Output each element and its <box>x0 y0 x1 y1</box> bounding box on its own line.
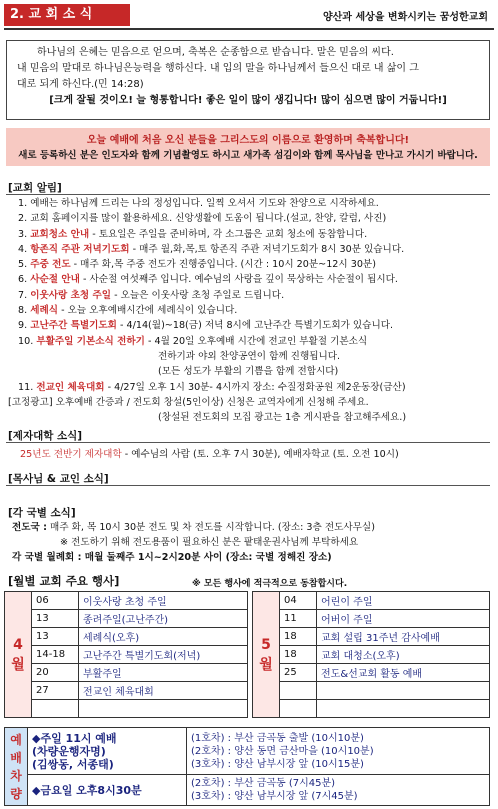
event-date: 27 <box>32 682 79 700</box>
bus-label <box>5 728 28 806</box>
verse-line: 대로 되게 하신다.(민 14:28) <box>17 79 144 90</box>
event-date: 04 <box>280 592 317 610</box>
event-name: 교회 대청소(오후) <box>317 646 490 664</box>
event-name <box>317 682 490 700</box>
event-date: 25 <box>280 664 317 682</box>
event-name: 교회 설립 31주년 감사예배 <box>317 628 490 646</box>
verse-line: 내 믿음의 말대로 하나님은능력을 행하신다. 내 입의 말을 하나님께서 들으신 대로 내 삶이 그 <box>17 63 419 74</box>
list-item: 6. 사순절 안내 - 사순절 여섯째주 입니다. 예수님의 사랑을 깊이 묵상하는 사순절이 됩시다. <box>18 274 398 286</box>
page-header <box>0 0 498 30</box>
verse-box <box>6 40 490 120</box>
mission-line: 각 국별 월례회 : 매월 둘째주 1시~2시20분 사이 (장소: 국별 정해진 장소) <box>12 552 332 563</box>
event-name: 어린이 주일 <box>317 592 490 610</box>
disciple-heading: [제자대학 소식] <box>8 430 83 442</box>
verse-emphasis: [크게 잘될 것이오! 늘 형통합니다! 좋은 일이 많이 생깁니다! 많이 심으면 많이 거둡니다!] <box>49 95 447 106</box>
mission-line: 전도국 : 매주 화, 목 10시 30분 전도 및 차 전도를 시작합니다. (장소: 3층 전도사무실) <box>12 522 375 533</box>
event-date: 20 <box>32 664 79 682</box>
april-events <box>4 591 248 718</box>
event-name: 이웃사랑 초청 주일 <box>79 592 248 610</box>
event-date: 18 <box>280 646 317 664</box>
welcome-banner <box>6 128 490 166</box>
list-item: 4. 항존직 주관 저녁기도회 - 매주 월,화,목,토 항존직 주관 저녁기도회가 8시 30분 있습니다. <box>18 243 405 255</box>
route: (3호차) : 양산 남부시장 앞 (7시45분) <box>191 791 358 802</box>
header-divider <box>4 28 494 30</box>
may-events <box>252 591 490 718</box>
divider <box>6 194 490 195</box>
welcome-line: 오늘 예배에 처음 오신 분들을 그리스도의 이름으로 환영하며 축복합니다! <box>86 135 410 146</box>
disciple-text: 25년도 전반기 제자대학 - 예수님의 사람 (토. 오후 7시 30분), 예배자학교 (토. 오전 10시) <box>20 449 399 460</box>
bus-label-text: 예배차량 <box>10 732 22 801</box>
ad-line: [고정광고] 오후예배 간증과 / 전도회 창설(5인이상) 신청은 교역자에게 신청해 주세요. <box>8 396 369 408</box>
event-date: 13 <box>32 610 79 628</box>
list-item: 3. 교회청소 안내 - 토요일은 주일을 준비하며, 각 소그룹은 교회 청소에 동참합니다. <box>18 228 368 240</box>
list-item: 9. 고난주간 특별기도회 - 4/14(월)~18(금) 저녁 8시에 고난주간 특별기도회가 있습니다. <box>18 320 394 332</box>
route: (3호차) : 양산 남부시장 앞 (10시15분) <box>191 758 364 770</box>
news-list <box>8 196 494 425</box>
event-date: 13 <box>32 628 79 646</box>
news-heading: [교회 알림] <box>8 182 62 194</box>
list-item: 5. 주중 전도 - 매주 화,목 주중 전도가 진행중입니다. (시간 : 10시 20분~12시 30분) <box>18 259 376 271</box>
friday-routes <box>187 775 490 806</box>
event-name: 전도&선교회 활동 예배 <box>317 664 490 682</box>
event-name: 세례식(오후) <box>79 628 248 646</box>
church-slogan: 양산과 세상을 변화시키는 꿈성한교회 <box>322 12 488 23</box>
event-date: 06 <box>32 592 79 610</box>
event-name: 고난주간 특별기도회(저녁) <box>79 646 248 664</box>
event-date: 18 <box>280 628 317 646</box>
event-date: 11 <box>280 610 317 628</box>
pastor-heading: [목사님 & 교인 소식] <box>8 473 109 485</box>
divider <box>6 485 490 486</box>
list-item: 1. 예배는 하나님께 드리는 나의 정성입니다. 일찍 오셔서 기도와 찬양으로 시작하세요. <box>18 198 379 209</box>
month-label <box>253 592 280 718</box>
list-item: 11. 전교인 체육대회 - 4/27일 오후 1시 30분- 4시까지 장소: 수질정화공원 제2운동장(금산) <box>18 381 406 393</box>
events-note: ※ 모든 행사에 적극적으로 동참합시다. <box>192 579 348 589</box>
bus-schedule <box>4 727 490 806</box>
route: (1호차) : 부산 금곡동 출발 (10시10분) <box>191 732 364 744</box>
sunday-routes <box>187 728 490 775</box>
events-heading: [월별 교회 주요 행사] <box>8 574 120 588</box>
route: (2호차) : 부산 금곡동 (7시45분) <box>191 778 336 789</box>
list-item-cont: 전하기과 야외 찬양공연이 함께 진행됩니다. <box>158 350 341 362</box>
list-item: 8. 세례식 - 오늘 오후예배시간에 세례식이 있습니다. <box>18 305 238 317</box>
list-item: 10. 부활주일 기본소식 전하기 - 4월 20일 오후예배 시간에 전교인 부활절 기본소식 <box>18 335 368 347</box>
month-label <box>5 592 32 718</box>
list-item: 7. 이웃사랑 초청 주일 - 오늘은 이웃사랑 초청 주일로 드립니다. <box>18 289 285 301</box>
mission-heading: [각 국별 소식] <box>8 507 76 519</box>
event-name: 부활주일 <box>79 664 248 682</box>
sunday-service: ◆주일 11시 예배 (차량운행자명) (김쌍동, 서종태) <box>28 728 187 775</box>
mission-line: ※ 전도하기 위해 전도용품이 필요하신 분은 팥태운권사님께 부탁하세요 <box>60 537 359 548</box>
event-date: 14-18 <box>32 646 79 664</box>
route: (2호차) : 양산 동면 금산마을 (10시10분) <box>191 745 374 757</box>
verse-line: 하나님의 은혜는 믿음으로 얻으며, 축복은 순종함으로 받습니다. 말은 믿음의 씨다. <box>37 47 394 58</box>
divider <box>6 442 490 443</box>
section-title: 2. 교 회 소 식 <box>4 4 130 26</box>
friday-service: ◆금요일 오후8시30분 <box>28 775 187 806</box>
welcome-line: 새로 등록하신 분은 인도자와 함께 기념촬영도 하시고 새가족 섬김이와 함께 목사님을 만나고 가시기 바랍니다. <box>18 150 478 161</box>
event-date <box>280 682 317 700</box>
list-item: 2. 교회 홈페이지를 많이 활용하세요. 신앙생활에 도움이 됩니다.(설교, 찬양, 칼럼, 사진) <box>18 213 387 225</box>
list-item-cont: (모든 성도가 부활의 기쁨을 함께 전합시다) <box>158 366 339 378</box>
event-name: 어버이 주일 <box>317 610 490 628</box>
month-may: 5 월 <box>259 636 273 673</box>
month-april: 4 월 <box>11 636 25 673</box>
ad-line-cont: (창설된 전도회의 모집 광고는 1층 게시판을 참고해주세요.) <box>158 412 407 424</box>
event-name: 전교인 체육대회 <box>79 682 248 700</box>
event-name: 종려주일(고난주간) <box>79 610 248 628</box>
